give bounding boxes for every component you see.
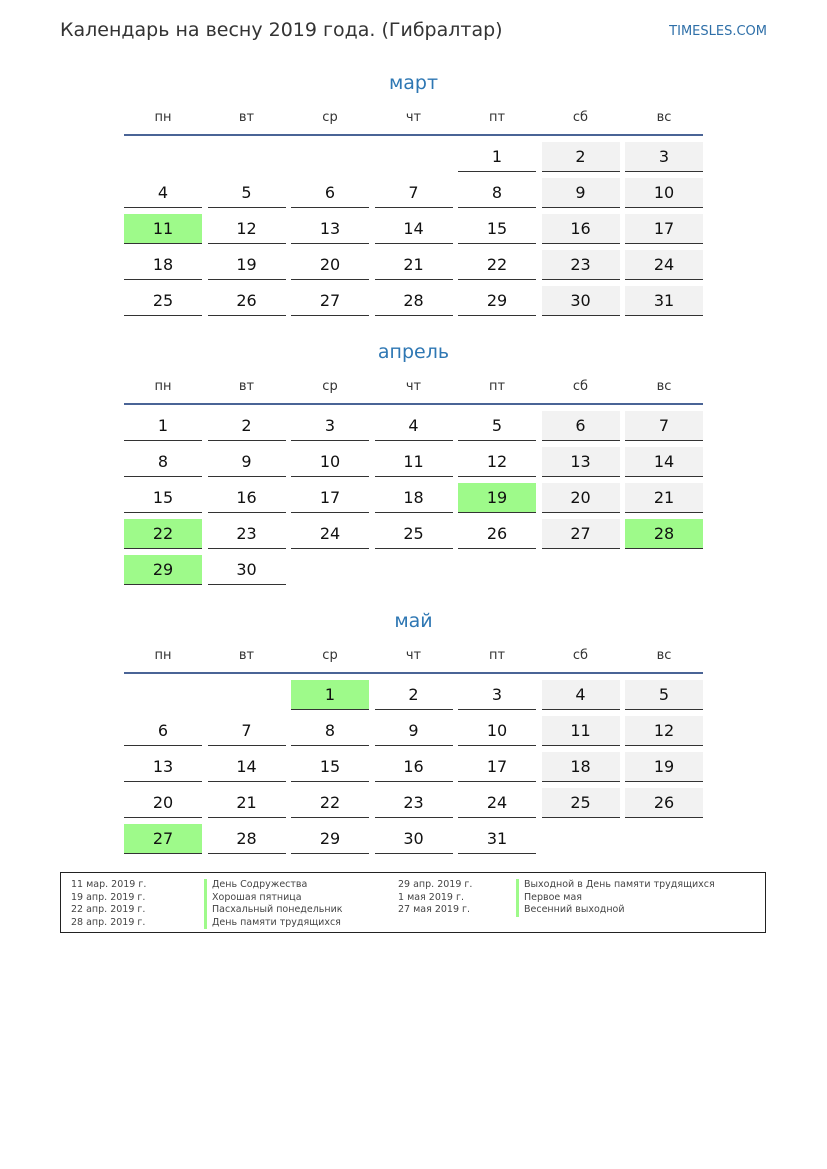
day-cell[interactable]: 29 bbox=[458, 286, 536, 316]
weekday-label: ср bbox=[322, 379, 338, 394]
weekday-label: пн bbox=[154, 110, 172, 125]
week-row bbox=[124, 214, 703, 244]
day-cell[interactable]: 10 bbox=[625, 178, 703, 208]
day-cell[interactable]: 22 bbox=[458, 250, 536, 280]
legend-names-left bbox=[204, 879, 343, 929]
day-cell[interactable]: 26 bbox=[625, 788, 703, 818]
legend-names-right bbox=[516, 879, 715, 917]
day-cell[interactable]: 29 bbox=[124, 555, 202, 585]
weekday-label: сб bbox=[572, 379, 589, 394]
month-0 bbox=[124, 70, 703, 316]
day-cell[interactable]: 4 bbox=[124, 178, 202, 208]
weekday-label: пт bbox=[488, 379, 506, 394]
month-2 bbox=[124, 608, 703, 854]
day-cell[interactable]: 19 bbox=[208, 250, 286, 280]
site-link[interactable]: TIMESLES.COM bbox=[669, 24, 767, 39]
day-cell[interactable]: 11 bbox=[124, 214, 202, 244]
day-cell[interactable]: 9 bbox=[542, 178, 620, 208]
day-cell[interactable]: 12 bbox=[458, 447, 536, 477]
month-1 bbox=[124, 339, 703, 585]
legend-holiday-name: Весенний выходной bbox=[516, 904, 715, 917]
day-cell[interactable]: 28 bbox=[625, 519, 703, 549]
empty-cell bbox=[291, 555, 369, 585]
day-cell[interactable]: 16 bbox=[208, 483, 286, 513]
day-cell[interactable]: 27 bbox=[291, 286, 369, 316]
weekday-label: чт bbox=[405, 110, 422, 125]
weekday-label: чт bbox=[405, 379, 422, 394]
weekday-label: пт bbox=[488, 648, 506, 663]
week-row bbox=[124, 555, 703, 585]
day-cell[interactable]: 31 bbox=[458, 824, 536, 854]
empty-cell bbox=[542, 824, 620, 854]
day-cell[interactable]: 30 bbox=[208, 555, 286, 585]
weekday-header bbox=[124, 110, 703, 128]
header-divider bbox=[124, 672, 703, 674]
empty-cell bbox=[375, 142, 453, 172]
legend-holiday-name: Хорошая пятница bbox=[204, 892, 343, 905]
holiday-legend bbox=[60, 872, 766, 933]
day-cell[interactable]: 24 bbox=[625, 250, 703, 280]
day-cell[interactable]: 17 bbox=[625, 214, 703, 244]
month-name: апрель bbox=[377, 341, 450, 363]
day-cell[interactable]: 25 bbox=[375, 519, 453, 549]
weekday-label: вт bbox=[238, 648, 255, 663]
day-cell[interactable]: 3 bbox=[291, 411, 369, 441]
day-cell[interactable]: 22 bbox=[124, 519, 202, 549]
day-cell[interactable]: 27 bbox=[542, 519, 620, 549]
day-cell[interactable]: 6 bbox=[542, 411, 620, 441]
day-cell[interactable]: 3 bbox=[625, 142, 703, 172]
day-cell[interactable]: 30 bbox=[375, 824, 453, 854]
day-cell[interactable]: 10 bbox=[291, 447, 369, 477]
day-cell[interactable]: 25 bbox=[124, 286, 202, 316]
legend-date: 29 апр. 2019 г. bbox=[398, 879, 473, 890]
day-cell[interactable]: 7 bbox=[375, 178, 453, 208]
empty-cell bbox=[124, 142, 202, 172]
empty-cell bbox=[208, 680, 286, 710]
day-cell[interactable]: 3 bbox=[458, 680, 536, 710]
day-cell[interactable]: 9 bbox=[208, 447, 286, 477]
header-divider bbox=[124, 403, 703, 405]
legend-holiday-name: Первое мая bbox=[516, 892, 715, 905]
day-cell[interactable]: 18 bbox=[375, 483, 453, 513]
day-cell[interactable]: 15 bbox=[291, 752, 369, 782]
legend-date: 27 мая 2019 г. bbox=[398, 904, 471, 915]
legend-date: 19 апр. 2019 г. bbox=[71, 891, 146, 903]
legend-date: 11 мар. 2019 г. bbox=[71, 879, 147, 890]
empty-cell bbox=[208, 142, 286, 172]
day-cell[interactable]: 7 bbox=[625, 411, 703, 441]
day-cell[interactable]: 20 bbox=[291, 250, 369, 280]
day-cell[interactable]: 10 bbox=[458, 716, 536, 746]
weekday-label: пн bbox=[154, 379, 172, 394]
week-row bbox=[124, 286, 703, 316]
day-cell[interactable]: 28 bbox=[375, 286, 453, 316]
week-row bbox=[124, 824, 703, 854]
weekday-label: ср bbox=[322, 110, 338, 125]
page-title: Календарь на весну 2019 года. (Гибралтар) bbox=[60, 19, 503, 41]
empty-cell bbox=[458, 555, 536, 585]
day-cell[interactable]: 1 bbox=[291, 680, 369, 710]
day-cell[interactable]: 8 bbox=[124, 447, 202, 477]
empty-cell bbox=[375, 555, 453, 585]
day-cell[interactable]: 4 bbox=[542, 680, 620, 710]
week-row bbox=[124, 788, 703, 818]
weekday-label: пт bbox=[488, 110, 506, 125]
day-cell[interactable]: 21 bbox=[375, 250, 453, 280]
legend-date: 1 мая 2019 г. bbox=[398, 891, 464, 903]
day-cell[interactable]: 8 bbox=[458, 178, 536, 208]
day-cell[interactable]: 4 bbox=[375, 411, 453, 441]
legend-date: 28 апр. 2019 г. bbox=[71, 916, 146, 928]
week-row bbox=[124, 519, 703, 549]
weekday-label: вс bbox=[656, 110, 672, 125]
weekday-label: сб bbox=[572, 648, 589, 663]
legend-holiday-name: Выходной в День памяти трудящихся bbox=[516, 879, 715, 892]
weekday-label: вс bbox=[656, 379, 672, 394]
legend-holiday-name: День памяти трудящихся bbox=[204, 917, 343, 930]
day-cell[interactable]: 26 bbox=[458, 519, 536, 549]
weekday-label: ср bbox=[322, 648, 338, 663]
day-cell[interactable]: 27 bbox=[124, 824, 202, 854]
day-cell[interactable]: 7 bbox=[208, 716, 286, 746]
month-name: март bbox=[388, 72, 439, 94]
empty-cell bbox=[625, 555, 703, 585]
day-cell[interactable]: 30 bbox=[542, 286, 620, 316]
week-row bbox=[124, 250, 703, 280]
day-cell[interactable]: 14 bbox=[208, 752, 286, 782]
week-row bbox=[124, 716, 703, 746]
day-cell[interactable]: 6 bbox=[124, 716, 202, 746]
day-cell[interactable]: 9 bbox=[375, 716, 453, 746]
weekday-label: вт bbox=[238, 110, 255, 125]
day-cell[interactable]: 20 bbox=[542, 483, 620, 513]
day-cell[interactable]: 5 bbox=[208, 178, 286, 208]
day-cell[interactable]: 14 bbox=[375, 214, 453, 244]
day-cell[interactable]: 8 bbox=[291, 716, 369, 746]
empty-cell bbox=[625, 824, 703, 854]
day-cell[interactable]: 2 bbox=[208, 411, 286, 441]
day-cell[interactable]: 21 bbox=[625, 483, 703, 513]
day-cell[interactable]: 28 bbox=[208, 824, 286, 854]
weekday-header bbox=[124, 648, 703, 666]
day-cell[interactable]: 2 bbox=[375, 680, 453, 710]
legend-dates-left bbox=[71, 879, 146, 929]
header-divider bbox=[124, 134, 703, 136]
empty-cell bbox=[291, 142, 369, 172]
day-cell[interactable]: 16 bbox=[542, 214, 620, 244]
day-cell[interactable]: 20 bbox=[124, 788, 202, 818]
day-cell[interactable]: 12 bbox=[208, 214, 286, 244]
day-cell[interactable]: 15 bbox=[458, 214, 536, 244]
week-row bbox=[124, 178, 703, 208]
day-cell[interactable]: 23 bbox=[208, 519, 286, 549]
week-row bbox=[124, 483, 703, 513]
day-cell[interactable]: 25 bbox=[542, 788, 620, 818]
day-cell[interactable]: 14 bbox=[625, 447, 703, 477]
day-cell[interactable]: 18 bbox=[124, 250, 202, 280]
day-cell[interactable]: 15 bbox=[124, 483, 202, 513]
legend-dates-right bbox=[398, 879, 472, 917]
day-cell[interactable]: 13 bbox=[542, 447, 620, 477]
day-cell[interactable]: 1 bbox=[124, 411, 202, 441]
day-cell[interactable]: 1 bbox=[458, 142, 536, 172]
day-cell[interactable]: 12 bbox=[625, 716, 703, 746]
month-name: май bbox=[394, 610, 433, 632]
day-cell[interactable]: 6 bbox=[291, 178, 369, 208]
day-cell[interactable]: 17 bbox=[291, 483, 369, 513]
weekday-label: пн bbox=[154, 648, 172, 663]
empty-cell bbox=[542, 555, 620, 585]
day-cell[interactable]: 13 bbox=[291, 214, 369, 244]
day-cell[interactable]: 13 bbox=[124, 752, 202, 782]
day-cell[interactable]: 5 bbox=[625, 680, 703, 710]
legend-holiday-name: Пасхальный понедельник bbox=[204, 904, 343, 917]
day-cell[interactable]: 29 bbox=[291, 824, 369, 854]
weekday-label: чт bbox=[405, 648, 422, 663]
weekday-header bbox=[124, 379, 703, 397]
week-row bbox=[124, 142, 703, 172]
weekday-label: сб bbox=[572, 110, 589, 125]
empty-cell bbox=[124, 680, 202, 710]
day-cell[interactable]: 24 bbox=[458, 788, 536, 818]
day-cell[interactable]: 18 bbox=[542, 752, 620, 782]
day-cell[interactable]: 19 bbox=[458, 483, 536, 513]
day-cell[interactable]: 31 bbox=[625, 286, 703, 316]
week-row bbox=[124, 411, 703, 441]
day-cell[interactable]: 26 bbox=[208, 286, 286, 316]
day-cell[interactable]: 19 bbox=[625, 752, 703, 782]
day-cell[interactable]: 11 bbox=[542, 716, 620, 746]
weekday-label: вт bbox=[238, 379, 255, 394]
weekday-label: вс bbox=[656, 648, 672, 663]
day-cell[interactable]: 5 bbox=[458, 411, 536, 441]
week-row bbox=[124, 680, 703, 710]
day-cell[interactable]: 11 bbox=[375, 447, 453, 477]
day-cell[interactable]: 22 bbox=[291, 788, 369, 818]
week-row bbox=[124, 447, 703, 477]
day-cell[interactable]: 2 bbox=[542, 142, 620, 172]
day-cell[interactable]: 17 bbox=[458, 752, 536, 782]
day-cell[interactable]: 23 bbox=[375, 788, 453, 818]
day-cell[interactable]: 23 bbox=[542, 250, 620, 280]
legend-date: 22 апр. 2019 г. bbox=[71, 904, 146, 915]
day-cell[interactable]: 21 bbox=[208, 788, 286, 818]
day-cell[interactable]: 24 bbox=[291, 519, 369, 549]
week-row bbox=[124, 752, 703, 782]
day-cell[interactable]: 16 bbox=[375, 752, 453, 782]
legend-holiday-name: День Содружества bbox=[204, 879, 343, 892]
